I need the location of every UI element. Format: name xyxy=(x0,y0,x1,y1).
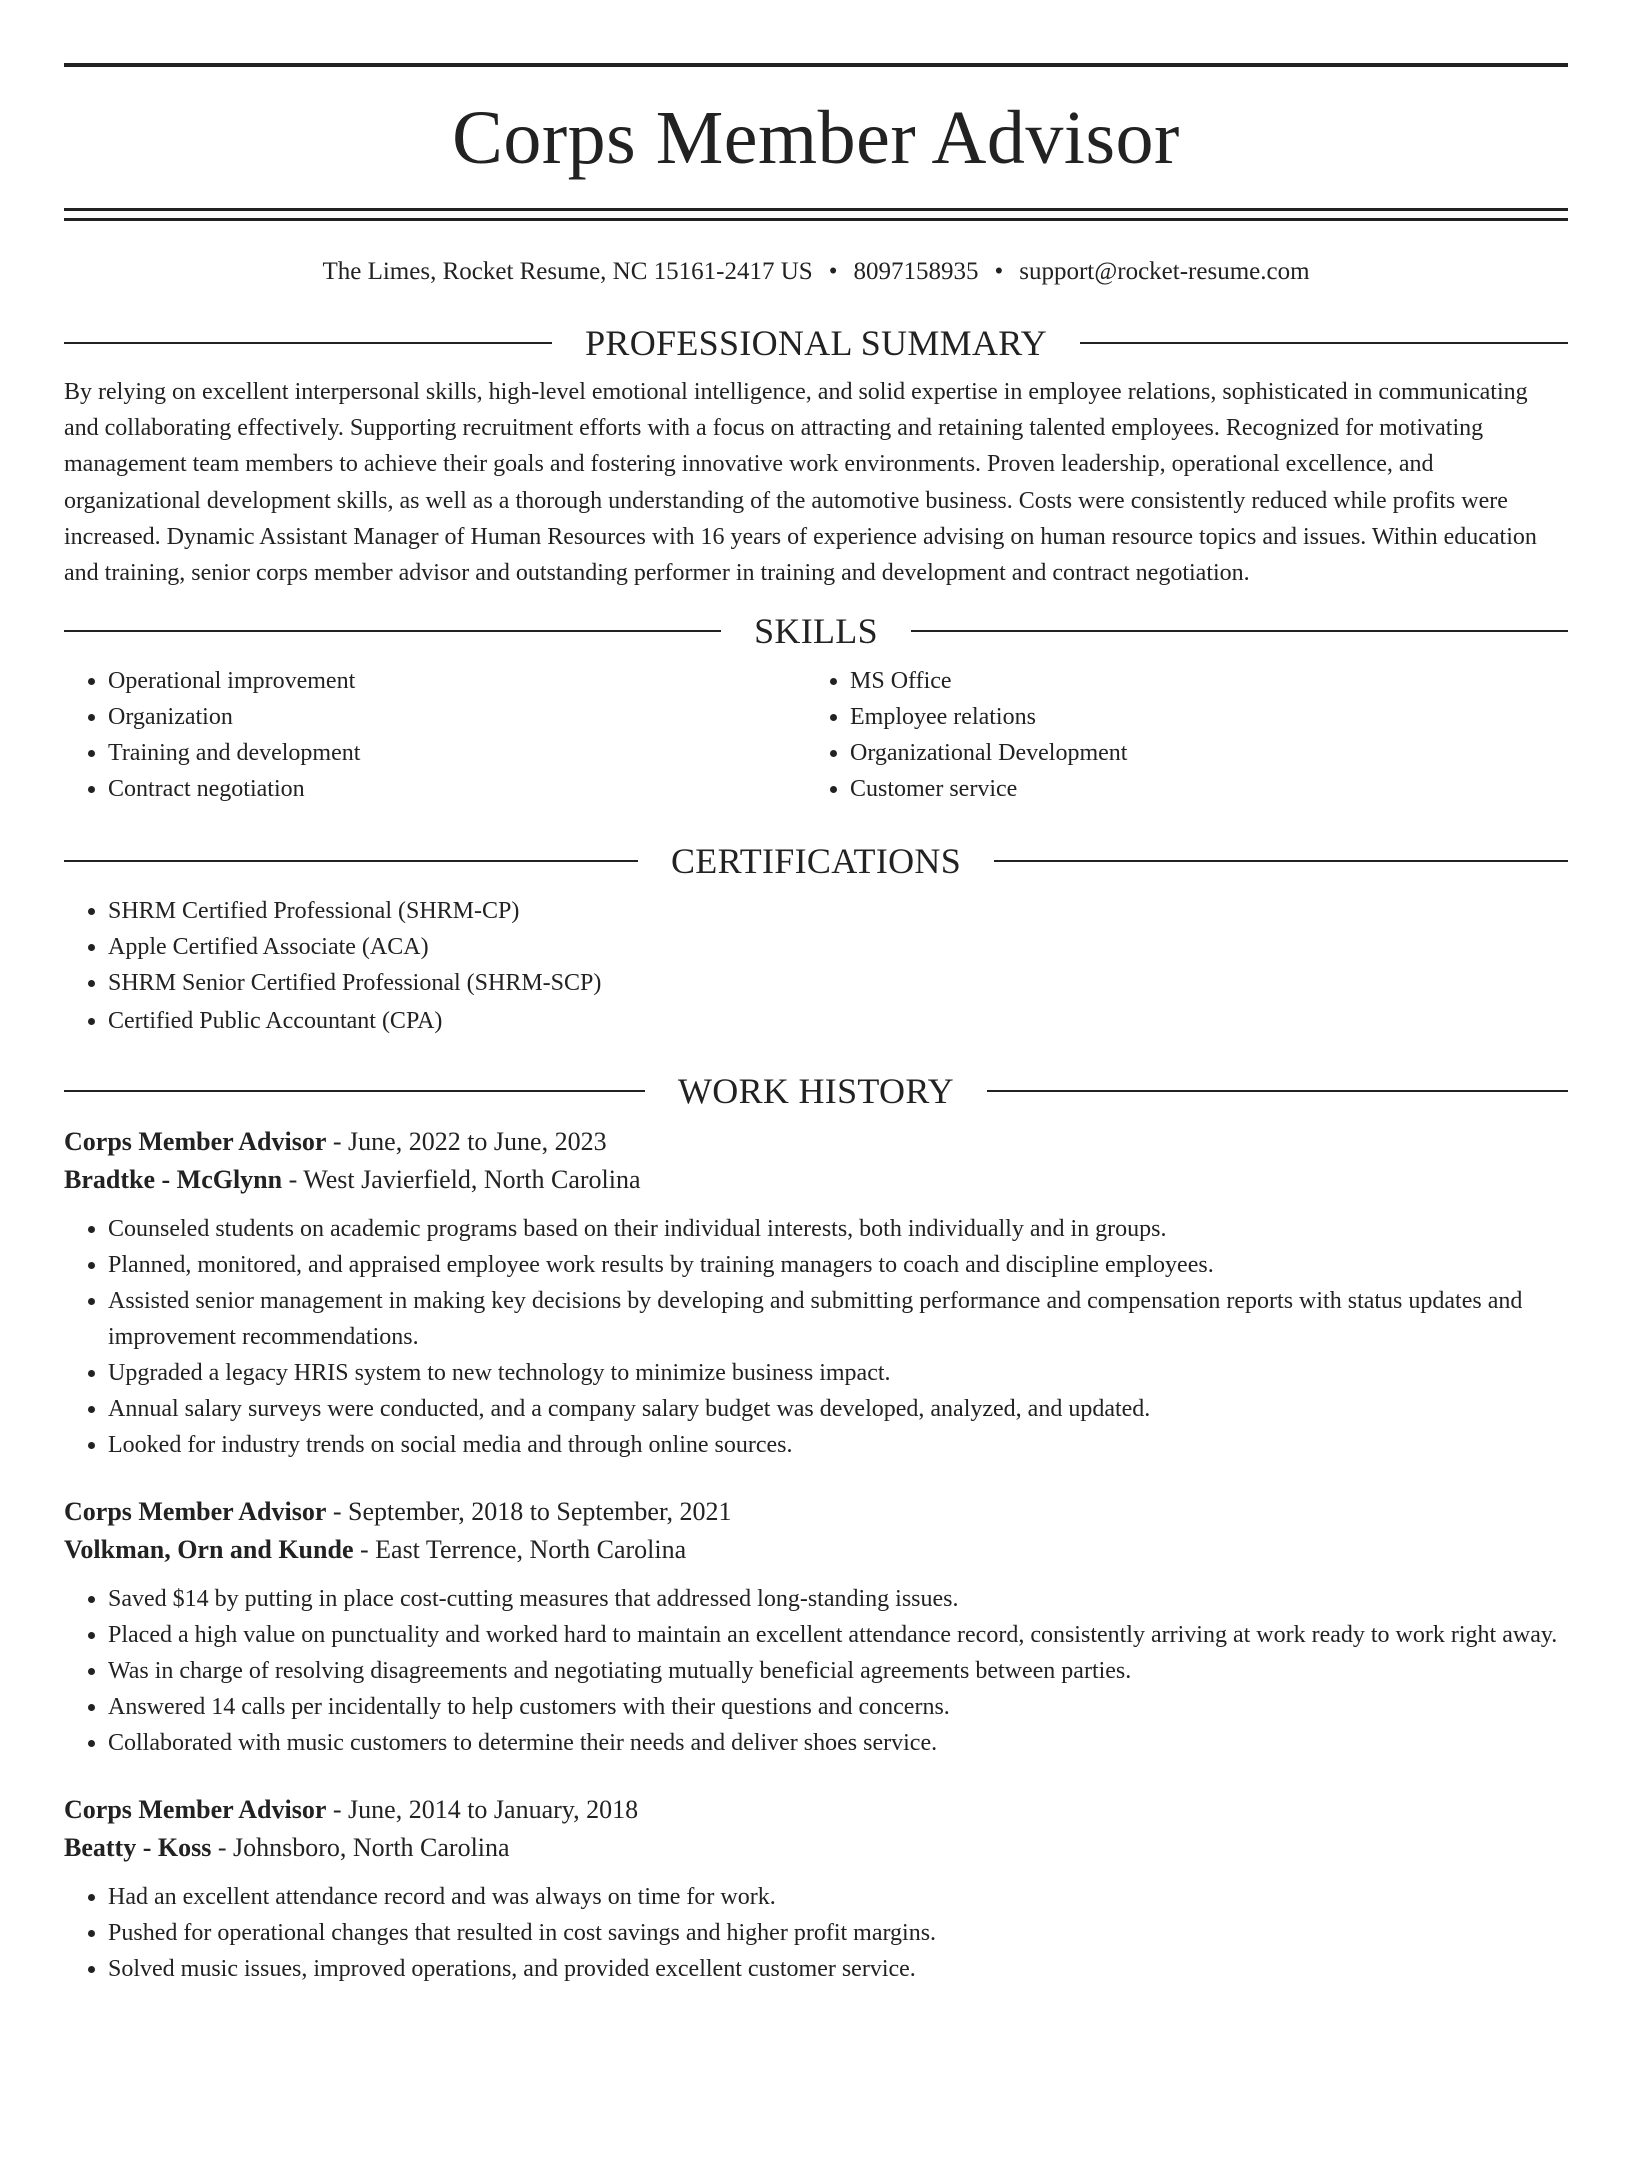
job-duty: • Looked for industry trends on social media and through online sources. xyxy=(108,1427,1568,1463)
section-title-certifications: CERTIFICATIONS xyxy=(670,841,962,882)
job-duty: • Planned, monitored, and appraised employee work results by training managers to coach and discipline employees. xyxy=(108,1247,1568,1283)
job-entry xyxy=(64,1791,1568,1987)
job-duty: • Was in charge of resolving disagreements and negotiating mutually beneficial agreements between parties. xyxy=(108,1653,1568,1689)
job-dates: - September, 2018 to September, 2021 xyxy=(326,1497,732,1527)
job-location: - Johnsboro, North Carolina xyxy=(211,1833,510,1863)
work-history-section-header xyxy=(64,1071,1568,1111)
skill-item: • Training and development xyxy=(108,735,806,771)
skills-list xyxy=(64,663,1568,807)
job-dates: - June, 2014 to January, 2018 xyxy=(326,1795,639,1825)
section-title-summary: PROFESSIONAL SUMMARY xyxy=(585,323,1047,363)
section-rule-left xyxy=(64,860,638,862)
job-title-line xyxy=(64,1123,1568,1161)
job-duty: • Upgraded a legacy HRIS system to new technology to minimize business impact. xyxy=(108,1355,1568,1391)
section-rule-right xyxy=(994,860,1568,862)
job-duty: • Counseled students on academic programs based on their individual interests, both individually and in groups. xyxy=(108,1211,1568,1247)
job-title-line xyxy=(64,1791,1568,1829)
resume-title: Corps Member Advisor xyxy=(452,96,1180,180)
skill-item: • MS Office xyxy=(850,663,1548,699)
job-duty: • Placed a high value on punctuality and worked hard to maintain an excellent attendance record, consistently arriving at work ready to work right away. xyxy=(108,1617,1568,1653)
job-duty: • Collaborated with music customers to determine their needs and deliver shoes service. xyxy=(108,1725,1568,1761)
contact-separator: • xyxy=(994,258,1004,285)
job-company-line xyxy=(64,1531,1568,1569)
job-duties xyxy=(64,1581,1568,1761)
job-company: Beatty - Koss xyxy=(64,1833,212,1863)
section-title-work-history: WORK HISTORY xyxy=(678,1071,954,1112)
title-rule-upper xyxy=(64,208,1568,211)
job-location: - East Terrence, North Carolina xyxy=(353,1535,687,1565)
title-rule-lower xyxy=(64,218,1568,221)
section-rule-left xyxy=(64,1090,645,1092)
contact-line xyxy=(64,255,1568,289)
certification-item: • SHRM Certified Professional (SHRM-CP) xyxy=(108,893,1568,929)
job-duty: • Had an excellent attendance record and was always on time for work. xyxy=(108,1879,1568,1915)
section-rule-right xyxy=(1080,342,1568,344)
job-duties xyxy=(64,1879,1568,1987)
contact-address: The Limes, Rocket Resume, NC 15161-2417 US xyxy=(322,258,813,285)
section-rule-left xyxy=(64,630,721,632)
job-duty: • Saved $14 by putting in place cost-cutting measures that addressed long-standing issues. xyxy=(108,1581,1568,1617)
summary-section-header xyxy=(64,323,1568,363)
summary-text: By relying on excellent interpersonal skills, high-level emotional intelligence, and solid expertise in employee relations, sophisticated in communicating and collaborating effectively. Supporting recruitment efforts with a focus on attracting and retaining talented employees. Recognized for motivating management team members to achieve their goals and fostering innovative work environments. Proven leadership, operational excellence, and organizational development skills, as well as a thorough understanding of the automotive business. Costs were consistently reduced while profits were increased. Dynamic Assistant Manager of Human Resources with 16 years of experience advising on human resource topics and issues. Within education and training, senior corps member advisor and outstanding performer in training and development and contract negotiation. xyxy=(64,379,1537,587)
job-entry xyxy=(64,1123,1568,1463)
contact-separator: • xyxy=(828,258,838,285)
job-title: Corps Member Advisor xyxy=(64,1127,327,1157)
job-company: Volkman, Orn and Kunde xyxy=(64,1535,354,1565)
skills-column-right xyxy=(806,663,1548,807)
skill-item: • Employee relations xyxy=(850,699,1548,735)
job-title: Corps Member Advisor xyxy=(64,1497,327,1527)
certification-item: • Apple Certified Associate (ACA) xyxy=(108,929,1568,965)
job-duty: • Solved music issues, improved operations, and provided excellent customer service. xyxy=(108,1951,1568,1987)
section-rule-right xyxy=(911,630,1568,632)
certifications-section-header xyxy=(64,841,1568,881)
skill-item: • Operational improvement xyxy=(108,663,806,699)
skill-item: • Organizational Development xyxy=(850,735,1548,771)
section-title-skills: SKILLS xyxy=(754,611,878,652)
certification-item: • Certified Public Accountant (CPA) xyxy=(108,1003,1568,1039)
skills-column-left xyxy=(64,663,806,807)
job-company: Bradtke - McGlynn xyxy=(64,1165,283,1195)
job-duty: • Assisted senior management in making key decisions by developing and submitting performance and compensation reports with status updates and improvement recommendations. xyxy=(108,1283,1568,1355)
contact-phone: 8097158935 xyxy=(853,258,979,285)
section-rule-left xyxy=(64,342,552,344)
job-company-line xyxy=(64,1829,1568,1867)
job-duty: • Answered 14 calls per incidentally to help customers with their questions and concerns. xyxy=(108,1689,1568,1725)
certifications-list xyxy=(64,893,1568,1039)
job-entry xyxy=(64,1493,1568,1761)
skill-item: • Organization xyxy=(108,699,806,735)
certification-item: • SHRM Senior Certified Professional (SHRM-SCP) xyxy=(108,965,1568,1001)
resume-page xyxy=(0,63,1632,2175)
job-duties xyxy=(64,1211,1568,1463)
job-title-line xyxy=(64,1493,1568,1531)
job-dates: - June, 2022 to June, 2023 xyxy=(326,1127,607,1157)
job-company-line xyxy=(64,1161,1568,1199)
section-rule-right xyxy=(987,1090,1568,1092)
job-title: Corps Member Advisor xyxy=(64,1795,327,1825)
skill-item: • Customer service xyxy=(850,771,1548,807)
contact-email: support@rocket-resume.com xyxy=(1019,258,1310,285)
skills-section-header xyxy=(64,611,1568,651)
skill-item: • Contract negotiation xyxy=(108,771,806,807)
job-location: - West Javierfield, North Carolina xyxy=(282,1165,641,1195)
job-duty: • Pushed for operational changes that resulted in cost savings and higher profit margins. xyxy=(108,1915,1568,1951)
job-duty: • Annual salary surveys were conducted, and a company salary budget was developed, analyzed, and updated. xyxy=(108,1391,1568,1427)
